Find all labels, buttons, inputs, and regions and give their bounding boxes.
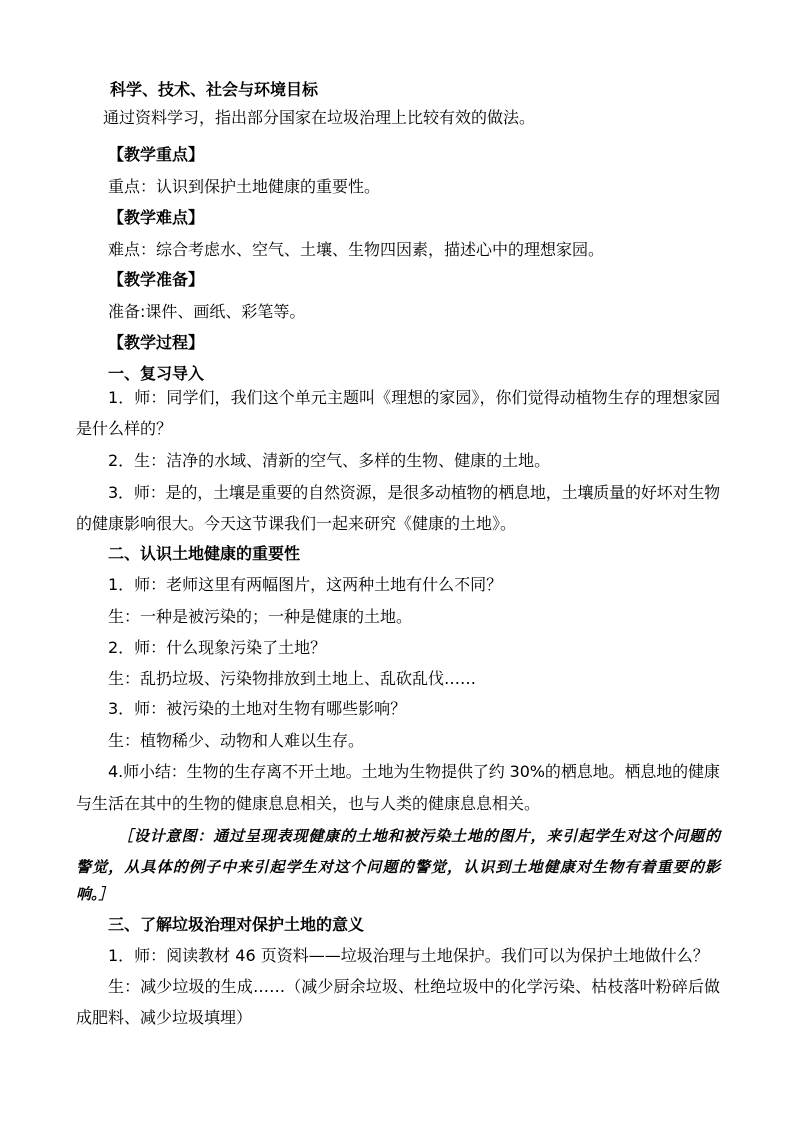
paragraph-line: 与生活在其中的生物的健康息息相关，也与人类的健康息息相关。 [76, 794, 541, 813]
paragraph-line: 生：乱扔垃圾、污染物排放到土地上、乱砍乱伐…… [108, 669, 477, 688]
paragraph-line: 1．师：阅读教材 46 页资料——垃圾治理与土地保护。我们可以为保护土地做什么？ [108, 946, 709, 965]
design-intent-line: 响。］ [76, 885, 114, 903]
paragraph-line: 的健康影响很大。今天这节课我们一起来研究《健康的土地》。 [76, 514, 517, 533]
paragraph-line: 生：植物稀少、动物和人难以生存。 [108, 731, 365, 750]
section-heading-sts-goal: 科学、技术、社会与环境目标 [110, 80, 319, 99]
difficulties-text: 难点：综合考虑水、空气、土壤、生物四因素，描述心中的理想家园。 [108, 240, 605, 259]
paragraph-line: 生：减少垃圾的生成……（减少厨余垃圾、杜绝垃圾中的化学污染、枯枝落叶粉碎后做 [108, 977, 721, 996]
heading-process: 【教学过程】 [108, 333, 205, 352]
section-heading-garbage: 三、了解垃圾治理对保护土地的意义 [108, 915, 365, 934]
paragraph-line: 4.师小结：生物的生存离不开土地。土地为生物提供了约 30%的栖息地。栖息地的健康 [108, 762, 720, 781]
paragraph-line: 2．师：什么现象污染了土地？ [108, 638, 327, 657]
paragraph-line: 2．生：洁净的水域、清新的空气、多样的生物、健康的土地。 [108, 451, 551, 470]
paragraph-line: 1．师：同学们，我们这个单元主题叫《理想的家园》，你们觉得动植物生存的理想家园 [108, 388, 721, 407]
key-points-text: 重点：认识到保护土地健康的重要性。 [108, 177, 381, 196]
sts-goal-text: 通过资料学习，指出部分国家在垃圾治理上比较有效的做法。 [103, 108, 536, 127]
preparation-text: 准备:课件、画纸、彩笔等。 [108, 302, 306, 321]
paragraph-line: 生：一种是被污染的；一种是健康的土地。 [108, 607, 413, 626]
section-heading-review: 一、复习导入 [108, 364, 205, 383]
paragraph-line: 3．师：被污染的土地对生物有哪些影响？ [108, 699, 407, 718]
heading-key-points: 【教学重点】 [108, 145, 205, 164]
heading-difficulties: 【教学难点】 [108, 208, 205, 227]
heading-preparation: 【教学准备】 [108, 270, 205, 289]
paragraph-line: 3．师：是的，土壤是重要的自然资源，是很多动植物的栖息地，土壤质量的好坏对生物 [108, 483, 721, 502]
paragraph-line: 成肥料、减少垃圾填埋） [76, 1008, 253, 1027]
paragraph-line: 1．师：老师这里有两幅图片，这两种土地有什么不同？ [108, 575, 503, 594]
paragraph-line: 是什么样的？ [76, 419, 173, 438]
design-intent-line: 警觉，从具体的例子中来引起学生对这个问题的警觉，认识到土地健康对生物有着重要的影 [76, 858, 722, 876]
design-intent-line: ［设计意图：通过呈现表现健康的土地和被污染土地的图片，来引起学生对这个问题的 [118, 827, 721, 845]
section-heading-importance: 二、认识土地健康的重要性 [108, 544, 301, 563]
